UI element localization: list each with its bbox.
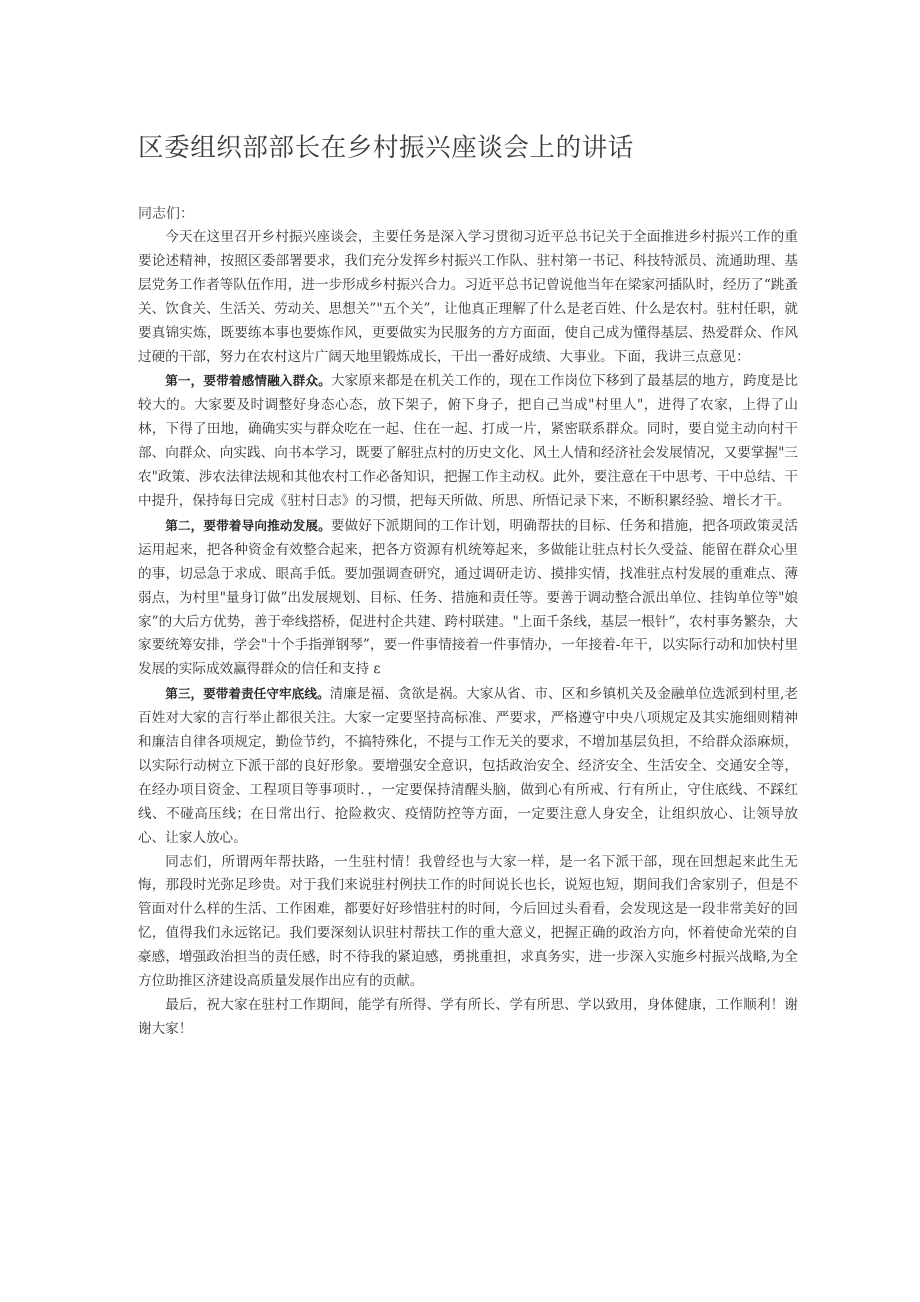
point-three-paragraph — [138, 682, 798, 850]
closing-paragraph: 最后，祝大家在驻村工作期间，能学有所得、学有所长、学有所思、学以致用，身体健康，工作顺利！谢谢大家！ — [138, 997, 798, 1037]
point-two-paragraph — [138, 514, 798, 682]
salutation: 同志们： — [138, 206, 194, 222]
point-three-lead: 第三，要带着责任守牢底线。 — [165, 686, 330, 702]
page-title: 区委组织部部长在乡村振兴座谈会上的讲话 — [138, 133, 634, 163]
point-three-body: 清廉是福、贪欲是祸。大家从省、市、区和乡镇机关及金融单位选派到村里,老百姓对大家的言行举止都很关注。大家一定要坚持高标准、严要求，严格遵守中央八项规定及其实施细则精神和廉洁自律各项规定，勤俭节约，不搞特殊化，不提与工作无关的要求，不增加基层负担，不给群众添麻烦，以实际行动树立下派干部的良好形象。要增强安全意识，包括政治安全、经济安全、生活安全、交通安全等，在经办项目资金、工程项目等事项时．，一定要保持清醒头脑，做到心有所戒、行有所止，守住底线、不踩红线、不碰高压线；在日常出行、抢险救灾、疫情防控等方面，一定要注意人身安全，让组织放心、让领导放心、让家人放心。 — [138, 686, 798, 846]
document-page — [138, 128, 798, 1042]
intro-paragraph: 今天在这里召开乡村振兴座谈会，主要任务是深入学习贯彻习近平总书记关于全面推进乡村振兴工作的重要论述精神，按照区委部署要求，我们充分发挥乡村振兴工作队、驻村第一书记、科技特派员、流通助理、基层党务工作者等队伍作用，进一步形成乡村振兴合力。习近平总书记曾说他当年在梁家河插队时，经历了“跳蚤关、饮食关、生活关、劳动关、思想关”"五个关”，让他真正理解了什么是老百姓、什么是农村。驻村任职，就要真锦实炼，既要练本事也要炼作风，更要做实为民服务的方方面面，使自己成为懂得基层、热爱群众、作风过硬的干部，努力在农村这片广阔天地里锻炼成长，干出一番好成绩、大事业。下面，我讲三点意见： — [138, 229, 798, 365]
point-two-body: 要做好下派期间的工作计划，明确帮扶的目标、任务和措施，把各项政策灵活运用起来，把各种资金有效整合起来，把各方资源有机统筹起来，多做能让驻点村长久受益、能留在群众心里的事，切忌急于求成、眼高手低。要加强调查研究，通过调研走访、摸排实情，找准驻点村发展的重难点、薄弱点，为村里"量身订做”出发展规划、目标、任务、措施和责任等。要善于调动整合派出单位、挂钩单位等"娘家”的大后方优势，善于牵线搭桥，促进村企共建、跨村联建。"上面千条线，基层一根针”，农村事务繁杂，大家要统筹安排，学会"十个手指弹钢琴”，要一件事情接着一件事情办，一年接着-年干，以实际行动和加快村里发展的实际成效赢得群众的信任和支持 ε — [138, 517, 798, 678]
point-one-body: 大家原来都是在机关工作的，现在工作岗位下移到了最基层的地方，跨度是比较大的。大家要及时调整好身态心态，放下架子，俯下身子，把自己当成"村里人"，进得了农家，上得了山林，下得了田地，确确实实与群众吃在一起、住在一起、打成一片，紧密联系群众。同时，要自觉主动向村干部、向群众、向实践、向书本学习，既要了解驻点村的历史文化、风土人情和经济社会发展情况，又要掌握"三农"政策、涉农法律法规和其他农村工作必备知识，把握工作主动权。此外，要注意在干中思考、干中总结、干中提升，保持每日完成《驻村日志》的习惯，把每天所做、所思、所悟记录下来，不断积累经验、增长才干。 — [138, 373, 798, 509]
reflection-paragraph: 同志们，所谓两年帮扶路，一生驻村情！我曾经也与大家一样，是一名下派干部，现在回想起来此生无悔，那段时光弥足珍贵。对于我们来说驻村例扶工作的时间说长也长，说短也短，期间我们舍家别子，但是不管面对什么样的生活、工作困难，都要好好珍惜驻村的时间，今后回过头看看，会发现这是一段非常美好的回忆，值得我们永远铭记。我们要深刻认识驻村帮扶工作的重大意义，把握正确的政治方向，怀着使命光荣的自豪感，增强政治担当的责任感，时不待我的紧迫感，勇挑重担，求真务实，进一步深入实施乡村振兴战略,为全方位助推区济建设高质量发展作出应有的贡献。 — [138, 853, 798, 990]
point-one-paragraph — [138, 369, 798, 513]
point-one-lead: 第一，要带着感情融入群众。 — [165, 373, 331, 389]
point-two-lead: 第二，要带着导向推动发展。 — [165, 517, 331, 533]
